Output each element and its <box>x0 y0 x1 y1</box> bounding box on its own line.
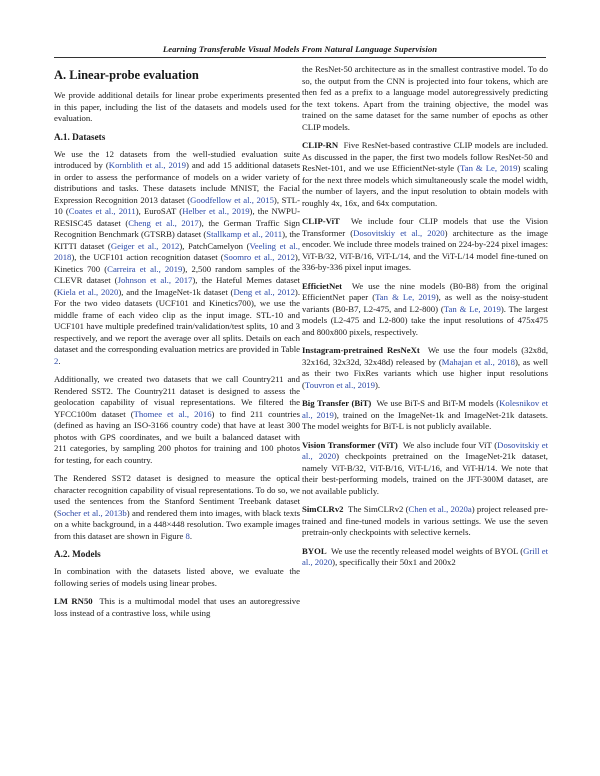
bit-label: Big Transfer (BiT) <box>302 398 372 408</box>
citation-link[interactable]: 8 <box>185 530 190 541</box>
citation-link[interactable]: Coates et al., 2011 <box>68 206 136 216</box>
citation-link[interactable]: Tan & Le, 2019 <box>460 163 518 173</box>
citation-link[interactable]: Chen et al., 2020a <box>408 504 472 514</box>
resnext-text: We use the four models (32x8d, 32x16d, 32x32d, 32x48d) released by (Mahajan et al., 2018), as well as their two FixRes variants which use higher input resolutions (Touvron et al., 2019). <box>302 345 549 390</box>
citation-link[interactable]: Helber et al., 2019 <box>182 206 250 216</box>
section-title: A. Linear-probe evaluation <box>54 68 199 82</box>
citation-link[interactable]: Cheng et al., 2017 <box>128 217 199 228</box>
efficientnet-text: We use the nine models (B0-B8) from the original EfficientNet paper (Tan & Le, 2019), as well as the noisy-student variants (B0-B7, L2-475, and L2-800) (Tan & Le, 2019). The largest models (L2-475 and L2-800) take the input resolutions of 475x475 and 800x800 pixels, respectively. <box>302 280 548 337</box>
citation-link[interactable]: Stallkamp et al., 2011 <box>206 229 283 239</box>
vit-text: We also include four ViT (Dosovitskiy et al., 2020) checkpoints pretrained on the ImageNet-21k dataset, namely ViT-B/32, ViT-B/16, ViT-L/16, and ViT-H/14. We note that their best-performing models, trained on the JFT-300M dataset, are not available publicly. <box>302 439 549 496</box>
running-head: Learning Transferable Visual Models From Natural Language Supervision <box>54 44 546 58</box>
citation-link[interactable]: Thomee et al., 2016 <box>133 408 212 419</box>
vit-paragraph <box>302 440 548 498</box>
citation-link[interactable]: Kolesnikov et al., 2019 <box>302 398 549 420</box>
citation-link[interactable]: Geiger et al., 2012 <box>110 240 180 251</box>
lm-rn50-continued: the ResNet-50 architecture as in the smallest contrastive model. To do so, the output from the CNN is projected into four tokens, which are then fed as a prefix to a language model autoregressively predicting the text tokens. Apart from the training objective, the model was trained on the same dataset for the same number of epochs as other CLIP models. <box>302 64 548 132</box>
byol-label: BYOL <box>302 545 327 556</box>
citation-link[interactable]: Kornblith et al., 2019 <box>108 160 186 170</box>
left-column <box>54 64 300 626</box>
lm-rn50-label: LM RN50 <box>54 596 93 606</box>
citation-link[interactable]: Soomro et al., 2012 <box>223 252 295 262</box>
citation-link[interactable]: Kiela et al., 2020 <box>56 286 119 297</box>
efficientnet-label: EfficietNet <box>302 280 343 291</box>
bit-text: We use BiT-S and BiT-M models (Kolesnikov et al., 2019), trained on the ImageNet-1k and ImageNet-21k datasets. The model weights for BiT-L is not publicly available. <box>302 398 549 431</box>
vit-label: Vision Transformer (ViT) <box>302 439 398 450</box>
simclr-paragraph <box>302 504 548 539</box>
intro-paragraph: We provide additional details for linear probe experiments presented in this paper, including the list of the datasets and models used for evaluation. <box>54 90 300 123</box>
resnext-label: Instagram-pretrained ResNeXt <box>302 345 420 355</box>
clip-vit-label: CLIP-ViT <box>302 216 340 226</box>
resnext-paragraph <box>302 345 548 391</box>
byol-paragraph <box>302 546 548 569</box>
datasets-heading: A.1. Datasets <box>54 131 106 142</box>
clip-vit-paragraph <box>302 216 548 274</box>
bit-paragraph <box>302 398 548 433</box>
citation-link[interactable]: 2 <box>54 355 59 366</box>
efficientnet-paragraph <box>302 281 548 339</box>
clip-rn-text: Five ResNet-based contrastive CLIP models are included. As discussed in the paper, the first two models follow ResNet-50 and ResNet-101, and we use EfficientNet-style (Tan & Le, 2019) scaling for the next three models which simultaneously scale the model width, the number of layers, and the input resolution to obtain models with roughly 4x, 16x, and 64x computation. <box>302 140 548 208</box>
citation-link[interactable]: Tan & Le, 2019 <box>375 292 436 302</box>
citation-link[interactable]: Goodfellow et al., 2015 <box>190 194 274 205</box>
clip-rn-label: CLIP-RN <box>302 140 339 150</box>
byol-text: We use the recently released model weights of BYOL (Grill et al., 2020), specifically their 50x1 and 200x2 <box>302 545 548 567</box>
clip-rn-paragraph <box>302 140 548 209</box>
simclr-text: The SimCLRv2 (Chen et al., 2020a) project released pre-trained and fine-tuned models in various settings. We use the seven pretrain-only checkpoints with selective kernels. <box>302 504 548 537</box>
simclr-label: SimCLRv2 <box>302 504 344 514</box>
models-heading: A.2. Models <box>54 549 101 559</box>
datasets-paragraph-2: Additionally, we created two datasets that we call Country211 and Rendered SST2. The Country211 dataset is designed to assess the geolocation capability of visual representations. We filtered the YFCC100m dataset (Thomee et al., 2016) to find 211 countries (defined as having an ISO-3166 country code) that have at least 300 photos with GPS coordinates, and we built a balanced dataset with 211 categories, by sampling 200 photos for training and 100 photos for testing, for each country. <box>54 374 300 465</box>
datasets-paragraph-3: The Rendered SST2 dataset is designed to measure the optical character recognition capability of visual representations. To do so, we used the sentences from the Stanford Sentiment Treebank dataset (Socher et al., 2013b) and rendered them into images, with black texts on a white background, in a 448×448 resolution. Two example images from this dataset are shown in Figure 8. <box>54 473 300 541</box>
citation-link[interactable]: Mahajan et al., 2018 <box>441 356 515 367</box>
citation-link[interactable]: Tan & Le, 2019 <box>443 303 501 314</box>
citation-link[interactable]: Veeling et al., 2018 <box>54 240 301 262</box>
lm-rn50-paragraph <box>54 596 300 619</box>
right-column <box>302 64 548 576</box>
citation-link[interactable]: Carreira et al., 2019 <box>107 263 183 274</box>
clip-vit-text: We include four CLIP models that use the Vision Transformer (Dosovitskiy et al., 2020) architecture as the image encoder. We include three models trained on 224-by-224 pixel images: ViT-B/32, ViT-B/16, ViT-L/14, and the ViT-L/14 model fine-tuned on 336-by-336 pixel input images. <box>302 216 548 272</box>
citation-link[interactable]: Deng et al., 2012 <box>233 286 295 297</box>
lm-rn50-text: This is a multimodal model that uses an autoregressive loss instead of a contrastive loss, while using <box>54 596 301 618</box>
citation-link[interactable]: Grill et al., 2020 <box>302 545 548 567</box>
models-paragraph: In combination with the datasets listed above, we evaluate the following series of models using linear probes. <box>54 566 300 588</box>
citation-link[interactable]: Dosovitskiy et al., 2020 <box>302 439 549 461</box>
citation-link[interactable]: Socher et al., 2013b <box>56 507 127 518</box>
citation-link[interactable]: Johnson et al., 2017 <box>117 275 193 285</box>
citation-link[interactable]: Touvron et al., 2019 <box>304 379 375 390</box>
citation-link[interactable]: Dosovitskiy et al., 2020 <box>353 227 445 238</box>
datasets-paragraph-1: We use the 12 datasets from the well-studied evaluation suite introduced by (Kornblith et al., 2019) and add 15 additional datasets in order to assess the performance of models on a wider variety of distributions and tasks. These datasets include MNIST, the Facial Expression Recognition 2013 dataset (Goodfellow et al., 2015), STL-10 (Coates et al., 2011), EuroSAT (Helber et al., 2019), the NWPU-RESISC45 dataset (Cheng et al., 2017), the German Traffic Sign Recognition Benchmark (GTSRB) dataset (Stallkamp et al., 2011), the KITTI dataset (Geiger et al., 2012), PatchCamelyon (Veeling et al., 2018), the UCF101 action recognition dataset (Soomro et al., 2012), Kinetics 700 (Carreira et al., 2019), 2,500 random samples of the CLEVR dataset (Johnson et al., 2017), the Hateful Memes dataset (Kiela et al., 2020), and the ImageNet-1k dataset (Deng et al., 2012). For the two video datasets (UCF101 and Kinetics700), we use the middle frame of each video clip as the input image. STL-10 and UCF101 have multiple predefined train/validation/test splits, 10 and 3 respectively, and we report the average over all splits. Details on each dataset and the corresponding evaluation metrics are provided in Table 2. <box>54 148 301 366</box>
